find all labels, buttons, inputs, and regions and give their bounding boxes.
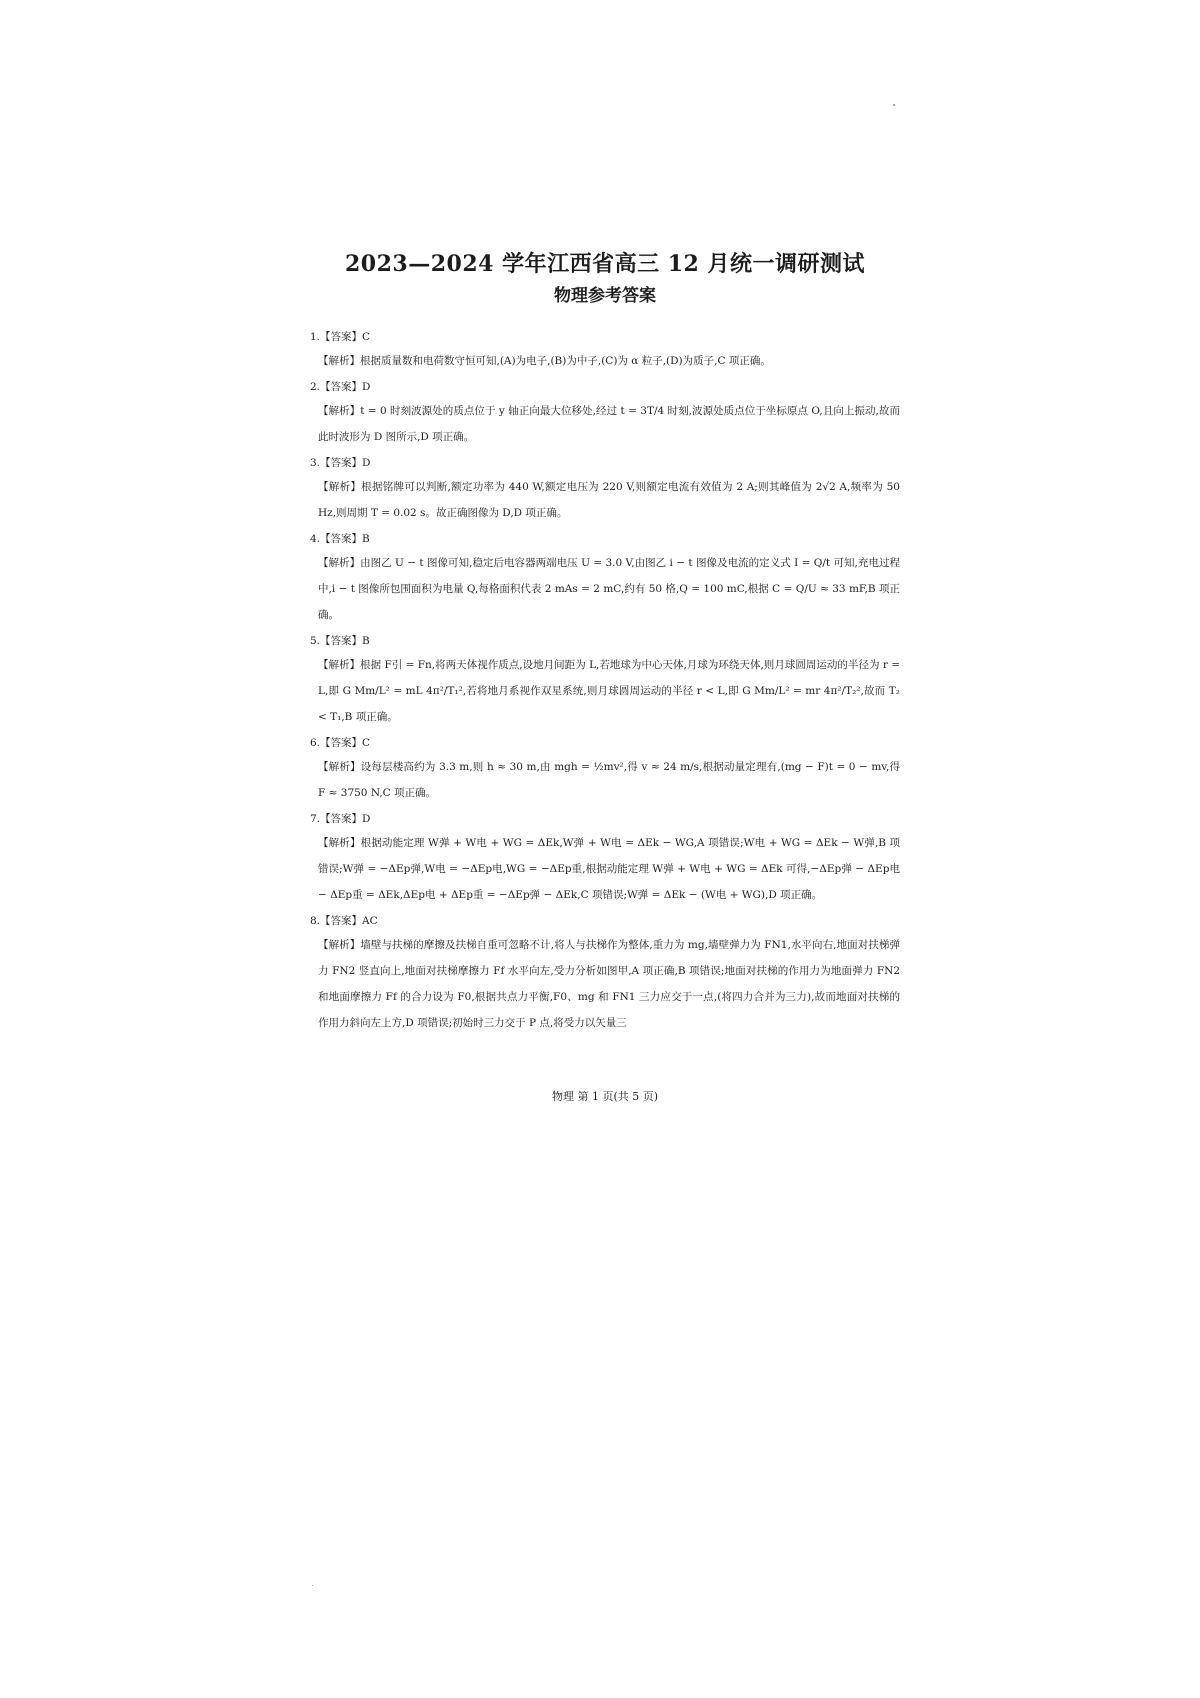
- document-title: 2023—2024 学年江西省高三 12 月统一调研测试: [344, 251, 866, 277]
- question-4: [310, 528, 900, 628]
- document-subtitle: 物理参考答案: [554, 286, 656, 306]
- scan-speck-bottom-left: [312, 1585, 313, 1586]
- explanation-text: 【解析】t = 0 时刻波源处的质点位于 y 轴正向最大位移处,经过 t = 3T/4 时刻,波源处质点位于坐标原点 O,且向上振动,故而此时波形为 D 图所示,D 项正确。: [318, 405, 900, 443]
- answer-line: 3.【答案】D: [310, 457, 371, 469]
- answer-line: 5.【答案】B: [310, 635, 370, 647]
- answer-line: 6.【答案】C: [310, 737, 371, 749]
- explanation-text: 【解析】根据质量数和电荷数守恒可知,(A)为电子,(B)为中子,(C)为 α 粒子,(D)为质子,C 项正确。: [318, 355, 771, 367]
- question-2: [310, 376, 900, 450]
- answer-line: 1.【答案】C: [310, 331, 371, 343]
- answer-line: 8.【答案】AC: [310, 915, 378, 927]
- question-1: [310, 326, 900, 374]
- question-6: [310, 732, 900, 806]
- explanation-text: 【解析】设每层楼高约为 3.3 m,则 h ≈ 30 m,由 mgh = ½mv²,得 v ≈ 24 m/s,根据动量定理有,(mg − F)t = 0 − mv,得 F ≈ 3750 N,C 项正确。: [318, 761, 900, 799]
- question-7: [310, 808, 900, 908]
- scan-speck-top-right: [893, 104, 895, 106]
- explanation-text: 【解析】由图乙 U − t 图像可知,稳定后电容器两端电压 U = 3.0 V,由图乙 i − t 图像及电流的定义式 I = Q/t 可知,充电过程中,i − t 图像所包围面积为电量 Q,每格面积代表 2 mAs = 2 mC,约有 50 格,Q = 100 mC,根据 C = Q/U ≈ 33 mF,B 项正确。: [318, 557, 900, 621]
- explanation-text: 【解析】根据铭牌可以判断,额定功率为 440 W,额定电压为 220 V,则额定电流有效值为 2 A;则其峰值为 2√2 A,频率为 50 Hz,则周期 T = 0.02 s。故正确图像为 D,D 项正确。: [318, 481, 900, 519]
- answer-line: 4.【答案】B: [310, 533, 370, 545]
- explanation-text: 【解析】墙壁与扶梯的摩擦及扶梯自重可忽略不计,将人与扶梯作为整体,重力为 mg,墙壁弹力为 FN1,水平向右,地面对扶梯弹力 FN2 竖直向上,地面对扶梯摩擦力 Ff 水平向左,受力分析如图甲,A 项正确,B 项错误;地面对扶梯的作用力为地面弹力 FN2 和地面摩擦力 Ff 的合力设为 F0,根据共点力平衡,F0、mg 和 FN1 三力应交于一点,(将四力合并为三力),故而地面对扶梯的作用力斜向左上方,D 项错误;初始时三力交于 P 点,将受力以矢量三: [318, 939, 900, 1029]
- answer-line: 2.【答案】D: [310, 381, 371, 393]
- question-8: [310, 910, 900, 1036]
- answer-line: 7.【答案】D: [310, 813, 371, 825]
- page-footer: 物理 第 1 页(共 5 页): [551, 1090, 659, 1103]
- question-3: [310, 452, 900, 526]
- explanation-text: 【解析】根据动能定理 W弹 + W电 + WG = ΔEk,W弹 + W电 = ΔEk − WG,A 项错误;W电 + WG = ΔEk − W弹,B 项错误;W弹 = −ΔEp弹,W电 = −ΔEp电,WG = −ΔEp重,根据动能定理 W弹 + W电 + WG = ΔEk 可得,−ΔEp弹 − ΔEp电 − ΔEp重 = ΔEk,ΔEp电 + ΔEp重 = −ΔEp弹 − ΔEk,C 项错误;W弹 = ΔEk − (W电 + WG),D 项正确。: [318, 837, 900, 901]
- explanation-text: 【解析】根据 F引 = Fn,将两天体视作质点,设地月间距为 L,若地球为中心天体,月球为环绕天体,则月球圆周运动的半径为 r = L,即 G Mm/L² = mL 4π²/T₁²,若将地月系视作双星系统,则月球圆周运动的半径 r < L,即 G Mm/L² = mr 4π²/T₂²,故而 T₂ < T₁,B 项正确。: [318, 659, 900, 723]
- answer-sheet-page: [310, 248, 900, 1038]
- question-5: [310, 630, 900, 730]
